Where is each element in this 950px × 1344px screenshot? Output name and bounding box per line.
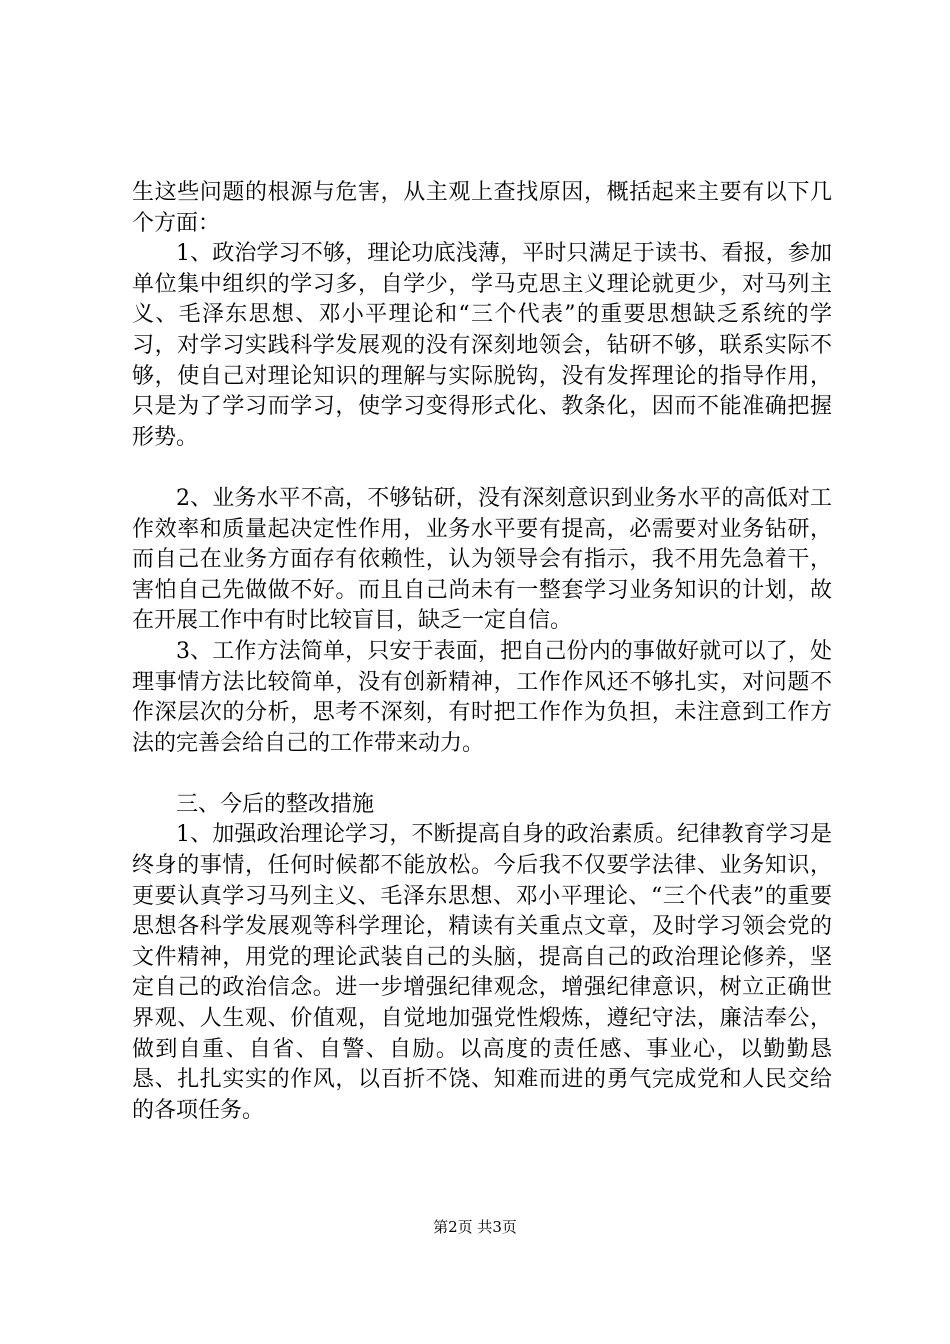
paragraph-intro-continued: 生这些问题的根源与危害，从主观上查找原因，概括起来主要有以下几个方面： [132,180,832,236]
paragraph-spacer [132,759,832,790]
paragraph-spacer [132,453,832,484]
paragraph-point-1: 1、政治学习不够，理论功底浅薄，平时只满足于读书、看报，参加单位集中组织的学习多，自学少，学马克思主义理论就更少，对马列主义、毛泽东思想、邓小平理论和“三个代表”的重要思想缺乏系统的学习，对学习实践科学发展观的没有深刻地领会，钻研不够，联系实际不够，使自己对理论知识的理解与实际脱钩，没有发挥理论的指导作用，只是为了学习而学习，使学习变得形式化、教条化，因而不能准确把握形势。 [132,241,832,450]
paragraph-point-3: 3、工作方法简单，只安于表面，把自己份内的事做好就可以了，处理事情方法比较简单，没有创新精神，工作作风还不够扎实，对问题不作深层次的分析，思考不深刻，有时把工作作为负担，未注意到工作方法的完善会给自己的工作带来动力。 [132,638,832,756]
document-body [132,178,832,1126]
page-number-footer: 第2页 共3页 [433,1218,517,1236]
section-heading-rectification: 三、今后的整改措施 [176,791,375,817]
paragraph-measure-1: 1、加强政治理论学习，不断提高自身的政治素质。纪律教育学习是终身的事情，任何时候都不能放松。今后我不仅要学法律、业务知识，更要认真学习马列主义、毛泽东思想、邓小平理论、“三个代表”的重要思想各科学发展观等科学理论，精读有关重点文章，及时学习领会党的文件精神，用党的理论武装自己的头脑，提高自己的政治理论修养，坚定自己的政治信念。进一步增强纪律观念，增强纪律意识，树立正确世界观、人生观、价值观，自觉地加强党性煅炼，遵纪守法，廉洁奉公，做到自重、自省、自警、自励。以高度的责任感、事业心，以勤勤恳恳、扎扎实实的作风，以百折不饶、知难而进的勇气完成党和人民交给的各项任务。 [132,822,832,1123]
paragraph-point-2: 2、业务水平不高，不够钻研，没有深刻意识到业务水平的高低对工作效率和质量起决定性作用，业务水平要有提高，必需要对业务钻研，而自己在业务方面存有依赖性，认为领导会有指示，我不用先急着干，害怕自己先做做不好。而且自己尚未有一整套学习业务知识的计划，故在开展工作中有时比较盲目，缺乏一定自信。 [132,485,832,634]
